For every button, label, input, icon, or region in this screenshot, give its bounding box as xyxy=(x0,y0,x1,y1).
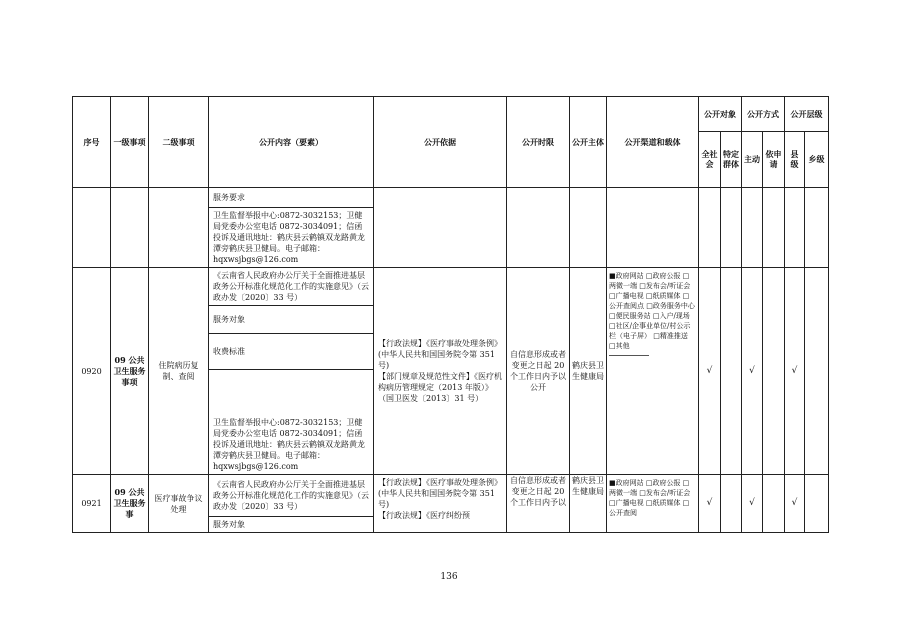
row1-basis-b: 【部门规章及规范性文件】《医疗机构病历管理规定（2013 年版）》（国卫医发〔2013〕31 号） xyxy=(378,372,502,403)
header-layer: 公开层级 xyxy=(785,97,829,132)
row2-time-limit: 自信息形成或者变更之日起 20 个工作日内予以 xyxy=(507,475,570,533)
row1-seq: 0920 xyxy=(73,268,111,475)
row2-channel: ■政府网站 □政府公报 □两微一端 □发布会/听证会 □广播电视 □纸质媒体 □公开查阅 xyxy=(607,475,699,533)
row1-channel-text: ■政府网站 □政府公报 □两微一端 □发布会/听证会 □广播电视 □纸质媒体 □公开查阅点 □政务服务中心 □便民服务站 □入户/现场 □社区/企事业单位/村公示栏（电子屏） □精准推送 □其他 xyxy=(609,272,695,350)
header-target-all: 全社会 xyxy=(699,132,721,188)
row1-basis-a: 【行政法规】《医疗事故处理条例》(中华人民共和国国务院令第 351 号) xyxy=(378,339,502,370)
row2-subject: 鹤庆县卫生健康局 xyxy=(570,475,607,533)
page-number: 136 xyxy=(440,572,458,582)
row2-level1: 09 公共卫生服务事 xyxy=(111,475,149,533)
row0-basis xyxy=(374,188,507,268)
row1-channel xyxy=(607,268,699,475)
row1-content-fee: 收费标准 xyxy=(209,334,374,370)
row1-content-contact: 卫生监督举报中心:0872-3032153；卫健局党委办公室电话 0872-3034091；信函投诉及通讯地址：鹤庆县云鹤镇双龙路黄龙潭旁鹤庆县卫健局。电子邮箱：hqxwsjbgs@126.com xyxy=(209,370,374,475)
row0-level1 xyxy=(111,188,149,268)
row1-content-doc: 《云南省人民政府办公厅关于全面推进基层政务公开标准化规范化工作的实施意见》（云政办发〔2020〕33 号） xyxy=(209,268,374,306)
row2-basis-b: 【行政法规】《医疗纠纷预 xyxy=(378,511,470,520)
row2-method-active: √ xyxy=(742,475,763,533)
row0-channel xyxy=(607,188,699,268)
row1-method-request xyxy=(763,268,785,475)
row1-subject: 鹤庆县卫生健康局 xyxy=(570,268,607,475)
row2-content-doc: 《云南省人民政府办公厅关于全面推进基层政务公开标准化规范化工作的实施意见》（云政办发〔2020〕33 号） xyxy=(209,475,374,517)
header-layer-county: 县级 xyxy=(785,132,805,188)
header-layer-township: 乡级 xyxy=(805,132,829,188)
header-target: 公开对象 xyxy=(699,97,742,132)
header-time-limit: 公开时限 xyxy=(507,97,570,188)
header-seq: 序号 xyxy=(73,97,111,188)
header-channel: 公开渠道和载体 xyxy=(607,97,699,188)
row0-level2 xyxy=(149,188,209,268)
row2-content-target: 服务对象 xyxy=(209,517,374,533)
row1-layer-township xyxy=(805,268,829,475)
row0-content-contact: 卫生监督举报中心:0872-3032153；卫健局党委办公室电话 0872-3034091；信函投诉及通讯地址：鹤庆县云鹤镇双龙路黄龙潭旁鹤庆县卫健局。电子邮箱：hqxwsjbgs@126.com xyxy=(209,208,374,268)
header-method: 公开方式 xyxy=(742,97,785,132)
header-level2: 二级事项 xyxy=(149,97,209,188)
row2-target-all: √ xyxy=(699,475,721,533)
row1-layer-county: √ xyxy=(785,268,805,475)
row1-basis xyxy=(374,268,507,475)
row1-channel-dash xyxy=(609,355,649,356)
header-target-specific: 特定群体 xyxy=(721,132,742,188)
header-method-active: 主动 xyxy=(742,132,763,188)
row0-seq xyxy=(73,188,111,268)
header-basis: 公开依据 xyxy=(374,97,507,188)
header-method-request: 依申请 xyxy=(763,132,785,188)
row1-time-limit: 自信息形成或者变更之日起 20 个工作日内予以公开 xyxy=(507,268,570,475)
row2-layer-county: √ xyxy=(785,475,805,533)
row1-target-specific xyxy=(721,268,742,475)
row1-content-target: 服务对象 xyxy=(209,306,374,334)
row2-basis xyxy=(374,475,507,533)
header-content: 公开内容（要素） xyxy=(209,97,374,188)
row2-level2: 医疗事故争议处理 xyxy=(149,475,209,533)
row1-level1: 09 公共卫生服务事项 xyxy=(111,268,149,475)
row0-subject xyxy=(570,188,607,268)
row0-time-limit xyxy=(507,188,570,268)
header-subject: 公开主体 xyxy=(570,97,607,188)
row2-basis-a: 【行政法规】《医疗事故处理条例》(中华人民共和国国务院令第 351 号) xyxy=(378,478,502,509)
row1-level2: 住院病历复制、查阅 xyxy=(149,268,209,475)
disclosure-table xyxy=(72,96,829,533)
header-level1: 一级事项 xyxy=(111,97,149,188)
row1-target-all: √ xyxy=(699,268,721,475)
row0-content-service: 服务要求 xyxy=(209,188,374,208)
row1-method-active: √ xyxy=(742,268,763,475)
row2-seq: 0921 xyxy=(73,475,111,533)
